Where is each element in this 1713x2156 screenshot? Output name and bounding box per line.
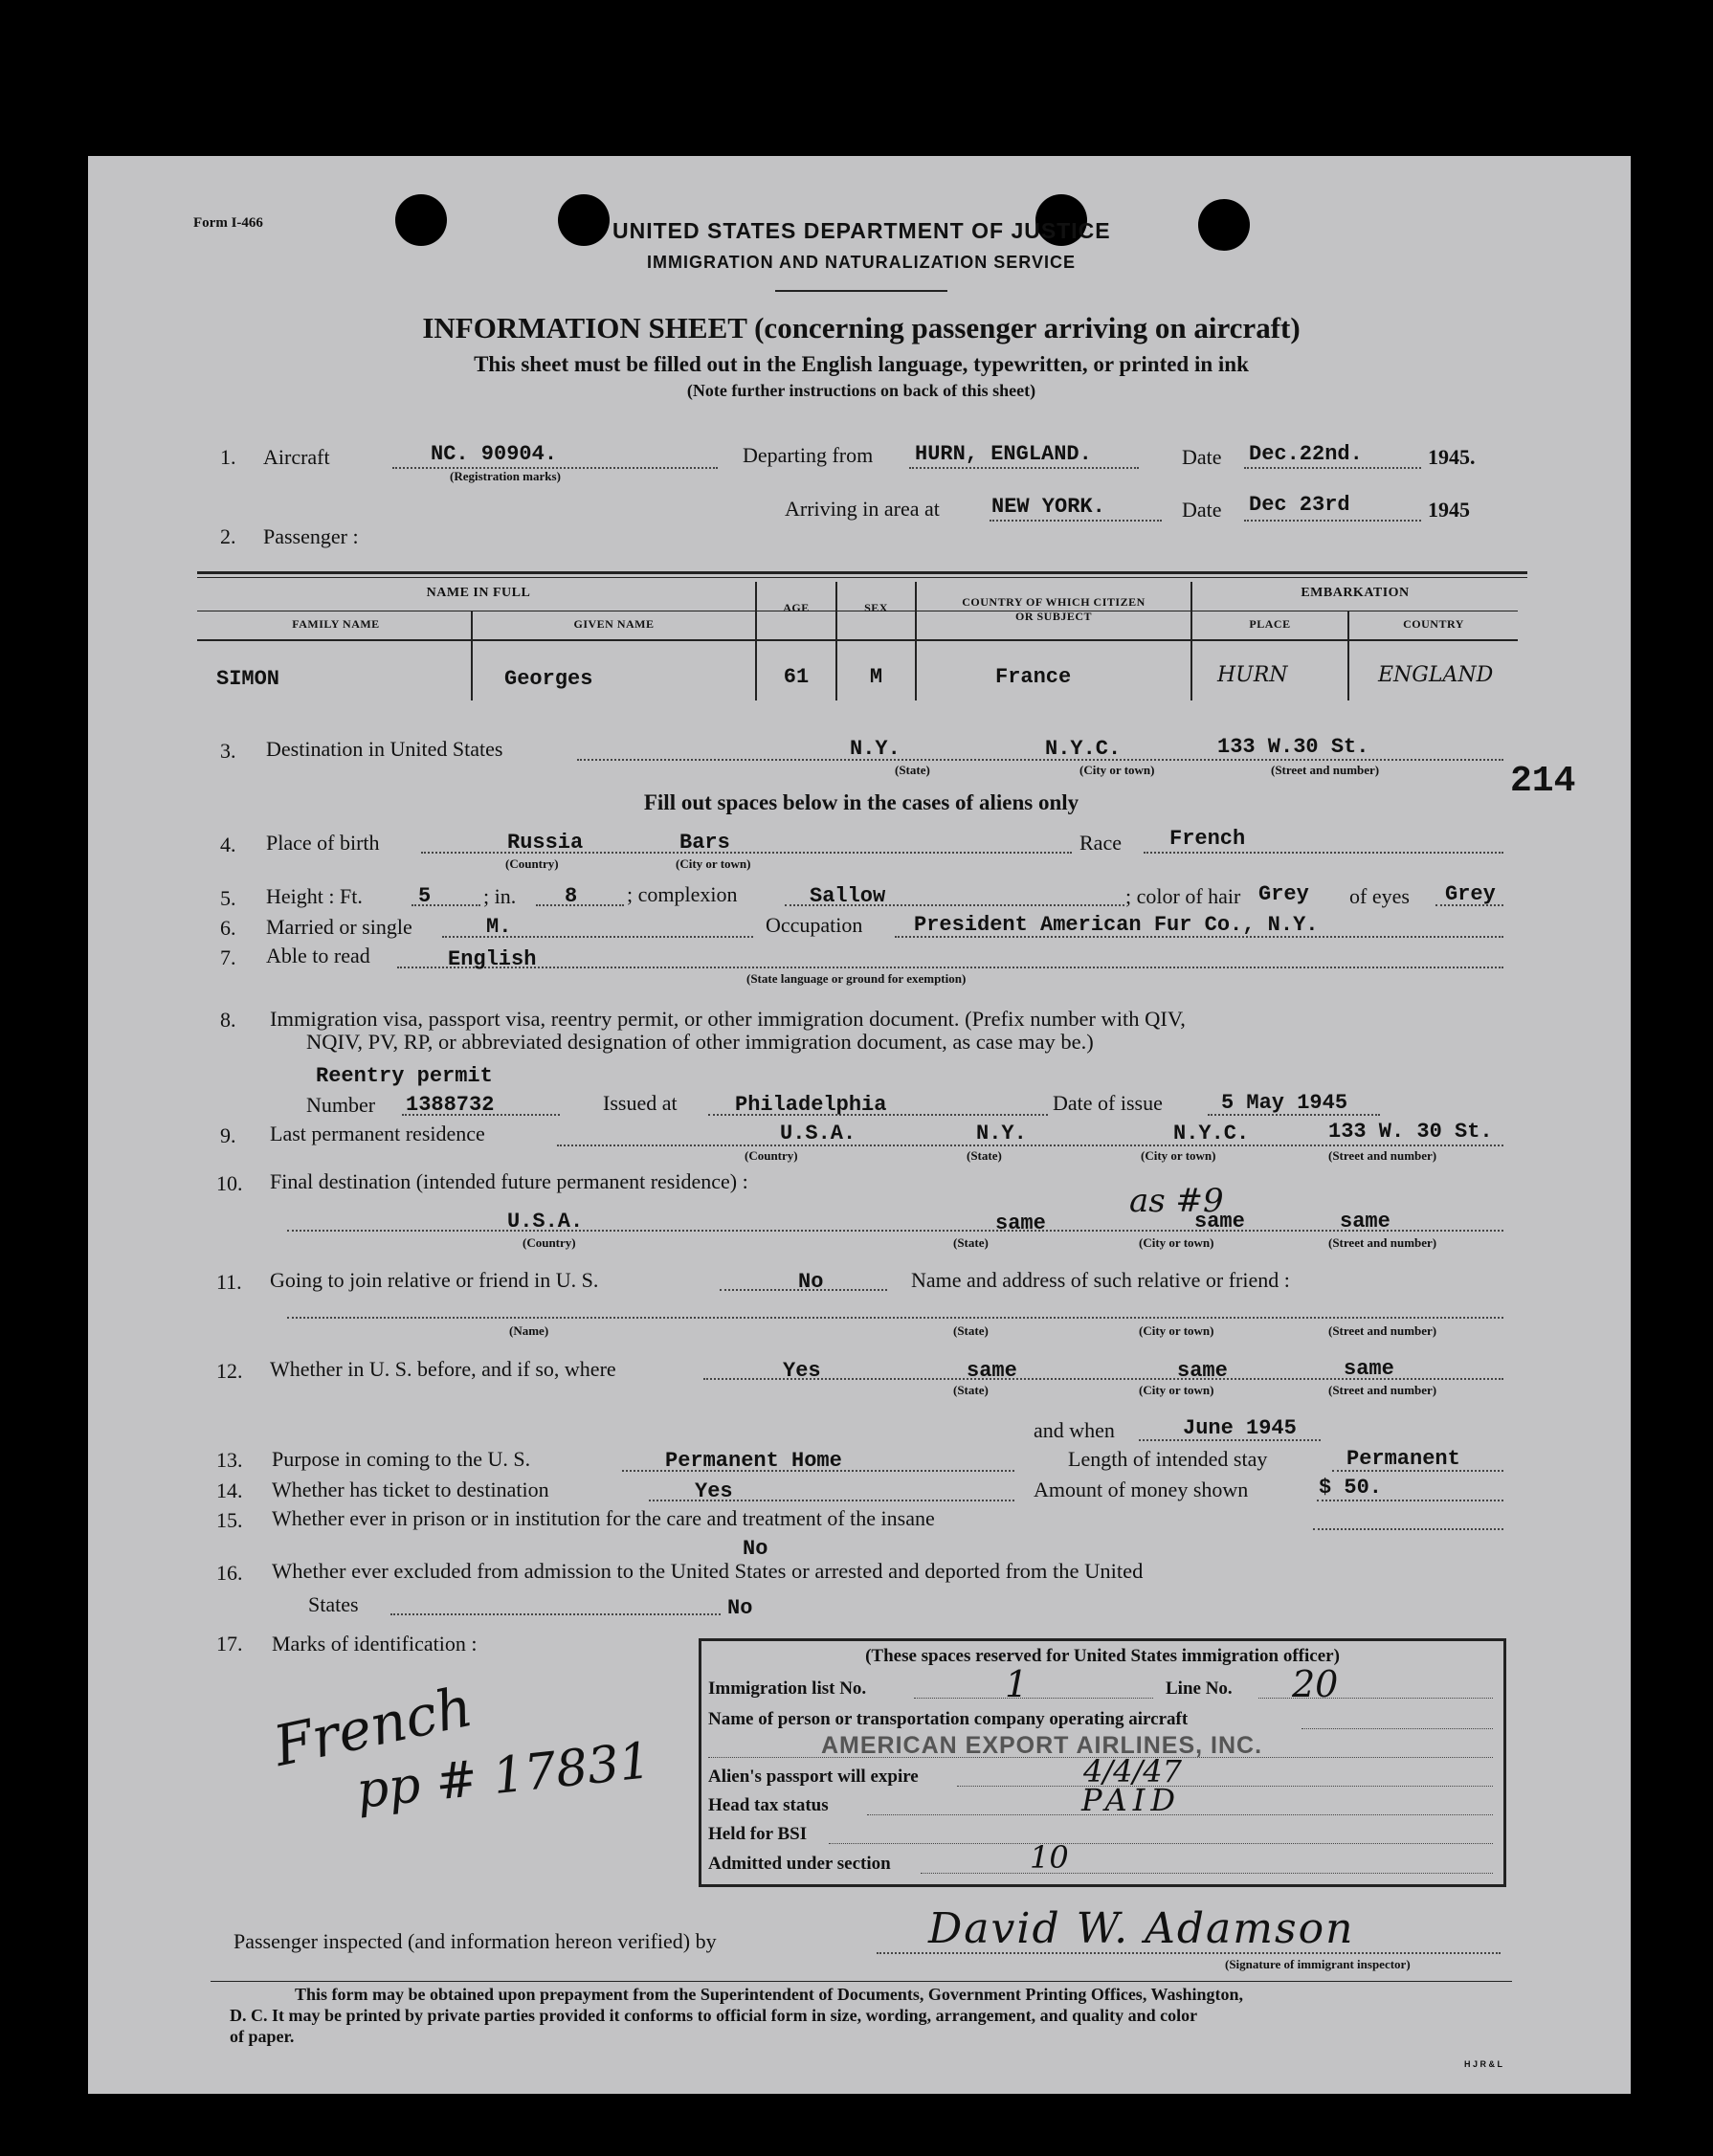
previous-state-sub: (State): [953, 1383, 989, 1397]
operator-stamp: AMERICAN EXPORT AIRLINES, INC.: [821, 1732, 1263, 1759]
family-name-cell[interactable]: SIMON: [216, 667, 280, 691]
embarkation-header: EMBARKATION: [1301, 586, 1410, 600]
residence-street-sub: (Street and number): [1328, 1148, 1437, 1163]
height-ft-label: Height : Ft.: [266, 884, 363, 908]
eyes-label: of eyes: [1349, 884, 1410, 908]
read-line: [397, 967, 1503, 968]
occupation-label: Occupation: [766, 913, 863, 937]
country-header: COUNTRY: [1403, 617, 1464, 631]
header-divider: [775, 290, 947, 292]
arriving-value[interactable]: NEW YORK.: [991, 495, 1105, 519]
punch-hole: [558, 194, 610, 246]
birth-country-sub: (Country): [505, 856, 559, 871]
footer-line-2: D. C. It may be printed by private parties provided it conforms to official form in size, wording, arrangement, and quality and color: [230, 2006, 1198, 2025]
item-number: 15.: [216, 1508, 243, 1532]
destination-state-sub: (State): [895, 763, 930, 777]
residence-city-sub: (City or town): [1141, 1148, 1216, 1163]
footer-rule: [211, 1981, 1512, 1982]
item-number: 9.: [220, 1123, 236, 1147]
sex-header: SEX: [864, 601, 888, 614]
given-name-cell[interactable]: Georges: [504, 667, 593, 691]
height-in[interactable]: 8: [565, 884, 578, 908]
year-value[interactable]: 1945.: [1428, 445, 1476, 469]
file-stamp: 214: [1510, 761, 1576, 802]
prison-label: Whether ever in prison or in institution for the care and treatment of the insane: [272, 1506, 935, 1530]
final-country-sub: (Country): [523, 1235, 576, 1250]
occupation-value[interactable]: President American Fur Co., N.Y.: [914, 913, 1319, 937]
previous-city[interactable]: same: [1177, 1359, 1228, 1383]
residence-country-sub: (Country): [745, 1148, 798, 1163]
residence-state-sub: (State): [967, 1148, 1002, 1163]
prison-line: [1313, 1528, 1503, 1530]
relative-street-sub: (Street and number): [1328, 1323, 1437, 1338]
footer-line-3: of paper.: [230, 2027, 295, 2046]
money-line: [1317, 1500, 1503, 1501]
relative-address-line: [287, 1317, 1503, 1319]
destination-city[interactable]: N.Y.C.: [1045, 737, 1122, 761]
hair-value[interactable]: Grey: [1258, 882, 1309, 906]
item-number: 13.: [216, 1448, 243, 1472]
previous-visit-label: Whether in U. S. before, and if so, where: [270, 1357, 616, 1381]
item-number: 3.: [220, 739, 236, 763]
printer-code: H J R & L: [1464, 2059, 1503, 2069]
previous-state[interactable]: same: [967, 1359, 1017, 1383]
previous-street[interactable]: same: [1344, 1357, 1394, 1381]
officer-box-title: (These spaces reserved for United States immigration officer): [865, 1646, 1340, 1666]
item-number: 2.: [220, 524, 236, 548]
sheet-instruction: This sheet must be filled out in the English language, typewritten, or printed in ink: [474, 352, 1249, 376]
arriving-label: Arriving in area at: [785, 497, 940, 521]
operator-label: Name of person or transportation company operating aircraft: [708, 1709, 1189, 1729]
passenger-label: Passenger :: [263, 524, 359, 548]
residence-city[interactable]: N.Y.C.: [1173, 1122, 1250, 1145]
race-line: [1144, 852, 1503, 854]
excluded-label: Whether ever excluded from admission to the United States or arrested and deported from the United: [272, 1559, 1144, 1583]
citizen-cell[interactable]: France: [995, 665, 1072, 689]
given-name-header: GIVEN NAME: [573, 617, 655, 631]
aircraft-sub: (Registration marks): [450, 469, 561, 483]
destination-street-sub: (Street and number): [1271, 763, 1380, 777]
purpose-label: Purpose in coming to the U. S.: [272, 1447, 531, 1471]
item-number: 7.: [220, 945, 236, 969]
operator-line: [1301, 1728, 1493, 1729]
verification-label: Passenger inspected (and information hereon verified) by: [234, 1929, 717, 1953]
sheet-title: INFORMATION SHEET (concerning passenger arriving on aircraft): [422, 311, 1301, 345]
passport-label: Alien's passport will expire: [708, 1767, 919, 1787]
stay-value[interactable]: Permanent: [1346, 1447, 1460, 1471]
final-city-sub: (City or town): [1139, 1235, 1214, 1250]
family-name-header: FAMILY NAME: [292, 617, 380, 631]
form-number: Form I-466: [193, 215, 263, 231]
age-header: AGE: [783, 601, 810, 614]
item-number: 16.: [216, 1561, 243, 1585]
passport-value[interactable]: 4/4/47: [1083, 1753, 1182, 1789]
height-in-label: ; in.: [483, 884, 517, 908]
final-state[interactable]: same: [995, 1211, 1046, 1235]
document-instruction-2: NQIV, PV, RP, or abbreviated designation of other immigration document, as case may be.): [306, 1030, 1094, 1054]
item-number: 10.: [216, 1171, 243, 1195]
purpose-value[interactable]: Permanent Home: [665, 1449, 842, 1473]
admitted-label: Admitted under section: [708, 1854, 891, 1874]
eyes-value[interactable]: Grey: [1445, 882, 1496, 906]
headtax-value[interactable]: PAID: [1081, 1782, 1181, 1818]
item-number: 17.: [216, 1632, 243, 1656]
when-value[interactable]: June 1945: [1183, 1416, 1297, 1440]
table-top-rule: [197, 571, 1527, 574]
bsi-line: [829, 1843, 1493, 1844]
birth-city-sub: (City or town): [676, 856, 751, 871]
issued-value[interactable]: Philadelphia: [735, 1093, 887, 1117]
prison-value[interactable]: No: [743, 1537, 768, 1561]
identification-note-1[interactable]: French: [268, 1673, 478, 1780]
destination-state[interactable]: N.Y.: [850, 737, 901, 761]
doc-number-value[interactable]: 1388732: [406, 1093, 495, 1117]
final-street[interactable]: same: [1340, 1210, 1390, 1234]
height-in-line: [536, 904, 624, 906]
excluded-value[interactable]: No: [727, 1596, 753, 1620]
bsi-label: Held for BSI: [708, 1824, 808, 1844]
height-ft[interactable]: 5: [418, 884, 432, 908]
sheet-note: (Note further instructions on back of this sheet): [686, 381, 1036, 400]
when-label: and when: [1034, 1418, 1115, 1442]
passport-line: [957, 1786, 1493, 1787]
previous-visit-value[interactable]: Yes: [783, 1359, 821, 1383]
identification-note-2[interactable]: pp # 17831: [353, 1732, 654, 1820]
identification-label: Marks of identification :: [272, 1632, 478, 1656]
arriving-line: [990, 520, 1162, 522]
name-in-full-header: NAME IN FULL: [426, 586, 531, 600]
stay-label: Length of intended stay: [1068, 1447, 1268, 1471]
admitted-value[interactable]: 10: [1030, 1839, 1069, 1876]
final-destination-line: [287, 1230, 1503, 1232]
issue-date-label: Date of issue: [1053, 1091, 1163, 1115]
read-value[interactable]: English: [448, 947, 537, 971]
relative-address-label: Name and address of such relative or friend :: [911, 1268, 1290, 1292]
punch-hole: [1198, 199, 1250, 251]
date-value[interactable]: Dec.22nd.: [1249, 442, 1363, 466]
list-line: [914, 1698, 1153, 1699]
date2-value[interactable]: Dec 23rd: [1249, 493, 1350, 517]
final-state-sub: (State): [953, 1235, 989, 1250]
destination-label: Destination in United States: [266, 737, 503, 761]
doc-number-label: Number: [306, 1093, 376, 1117]
departing-line: [909, 467, 1139, 469]
read-sub: (State language or ground for exemption): [746, 971, 967, 986]
year2-value[interactable]: 1945: [1428, 498, 1470, 522]
birthplace-label: Place of birth: [266, 831, 380, 855]
embark-country-cell[interactable]: ENGLAND: [1378, 663, 1494, 687]
last-residence-line: [557, 1145, 1503, 1146]
item-number: 8.: [220, 1008, 236, 1032]
document-instruction-1: Immigration visa, passport visa, reentry permit, or other immigration document. (Prefix number with QIV,: [270, 1007, 1186, 1031]
excluded-label-2: States: [308, 1592, 359, 1616]
ticket-label: Whether has ticket to destination: [272, 1478, 549, 1501]
hair-label: ; color of hair: [1125, 884, 1241, 908]
date2-label: Date: [1182, 498, 1222, 522]
excluded-line: [390, 1613, 721, 1615]
aircraft-value[interactable]: NC. 90904.: [431, 442, 558, 466]
citizen-header-2: OR SUBJECT: [1014, 610, 1093, 623]
birth-city[interactable]: Bars: [679, 831, 730, 855]
final-destination-label: Final destination (intended future permanent residence) :: [270, 1169, 748, 1193]
item-number: 6.: [220, 916, 236, 940]
table-header-rule2: [197, 639, 1518, 641]
join-relative-label: Going to join relative or friend in U. S.: [270, 1268, 599, 1292]
item-number: 1.: [220, 445, 236, 469]
service-title: IMMIGRATION AND NATURALIZATION SERVICE: [647, 253, 1076, 272]
previous-street-sub: (Street and number): [1328, 1383, 1437, 1397]
sex-cell[interactable]: M: [869, 665, 883, 689]
final-country[interactable]: U.S.A.: [507, 1210, 584, 1234]
issued-label: Issued at: [603, 1091, 678, 1115]
line-label: Line No.: [1166, 1678, 1233, 1699]
relative-city-sub: (City or town): [1139, 1323, 1214, 1338]
inspector-signature[interactable]: David W. Adamson: [928, 1904, 1355, 1953]
document-type[interactable]: Reentry permit: [316, 1064, 493, 1088]
item-number: 12.: [216, 1359, 243, 1383]
previous-city-sub: (City or town): [1139, 1383, 1214, 1397]
table-top-rule2: [197, 577, 1527, 578]
departing-value[interactable]: HURN, ENGLAND.: [915, 442, 1092, 466]
date-label: Date: [1182, 445, 1222, 469]
aliens-heading: Fill out spaces below in the cases of aliens only: [643, 790, 1079, 814]
punch-hole: [395, 194, 447, 246]
birth-country[interactable]: Russia: [507, 831, 584, 855]
item-number: 5.: [220, 886, 236, 910]
destination-city-sub: (City or town): [1079, 763, 1155, 777]
footer-line-1: This form may be obtained upon prepayment from the Superintendent of Documents, Government Printing Offices, Washington,: [295, 1985, 1244, 2004]
read-label: Able to read: [266, 944, 370, 967]
place-cell[interactable]: HURN: [1217, 663, 1288, 687]
aircraft-label: Aircraft: [263, 445, 330, 469]
place-header: PLACE: [1249, 617, 1291, 631]
date-line: [1244, 467, 1421, 469]
list-value[interactable]: 1: [1005, 1663, 1029, 1705]
line-value[interactable]: 20: [1292, 1663, 1339, 1705]
date2-line: [1244, 520, 1421, 522]
race-value[interactable]: French: [1169, 827, 1246, 851]
citizen-header: COUNTRY OF WHICH CITIZEN: [962, 595, 1146, 609]
destination-line: [577, 759, 1503, 761]
marital-value[interactable]: M.: [486, 915, 512, 939]
relative-state-sub: (State): [953, 1323, 989, 1338]
admitted-line: [921, 1873, 1493, 1874]
item-number: 11.: [216, 1270, 242, 1294]
race-label: Race: [1079, 831, 1122, 855]
money-value[interactable]: $ 50.: [1319, 1476, 1383, 1500]
departing-label: Departing from: [743, 443, 874, 467]
signature-sub: (Signature of immigrant inspector): [1225, 1957, 1411, 1971]
join-relative-value[interactable]: No: [798, 1270, 824, 1294]
final-city[interactable]: same: [1194, 1210, 1245, 1234]
headtax-label: Head tax status: [708, 1795, 829, 1815]
list-label: Immigration list No.: [708, 1678, 867, 1699]
ticket-value[interactable]: Yes: [695, 1479, 733, 1503]
department-title: UNITED STATES DEPARTMENT OF JUSTICE: [612, 218, 1111, 243]
item-number: 14.: [216, 1478, 243, 1502]
final-destination-note[interactable]: as #9: [1129, 1182, 1224, 1220]
complexion-value[interactable]: Sallow: [810, 884, 886, 908]
final-street-sub: (Street and number): [1328, 1235, 1437, 1250]
item-number: 4.: [220, 833, 236, 856]
age-cell[interactable]: 61: [783, 665, 810, 689]
residence-country[interactable]: U.S.A.: [780, 1122, 856, 1145]
complexion-label: ; complexion: [627, 882, 738, 906]
marital-label: Married or single: [266, 915, 412, 939]
relative-name-sub: (Name): [509, 1323, 549, 1338]
money-label: Amount of money shown: [1034, 1478, 1249, 1501]
residence-street[interactable]: 133 W. 30 St.: [1328, 1120, 1493, 1144]
last-residence-label: Last permanent residence: [270, 1122, 485, 1145]
residence-state[interactable]: N.Y.: [976, 1122, 1027, 1145]
destination-street[interactable]: 133 W.30 St.: [1217, 735, 1369, 759]
issue-date-value[interactable]: 5 May 1945: [1221, 1091, 1348, 1115]
